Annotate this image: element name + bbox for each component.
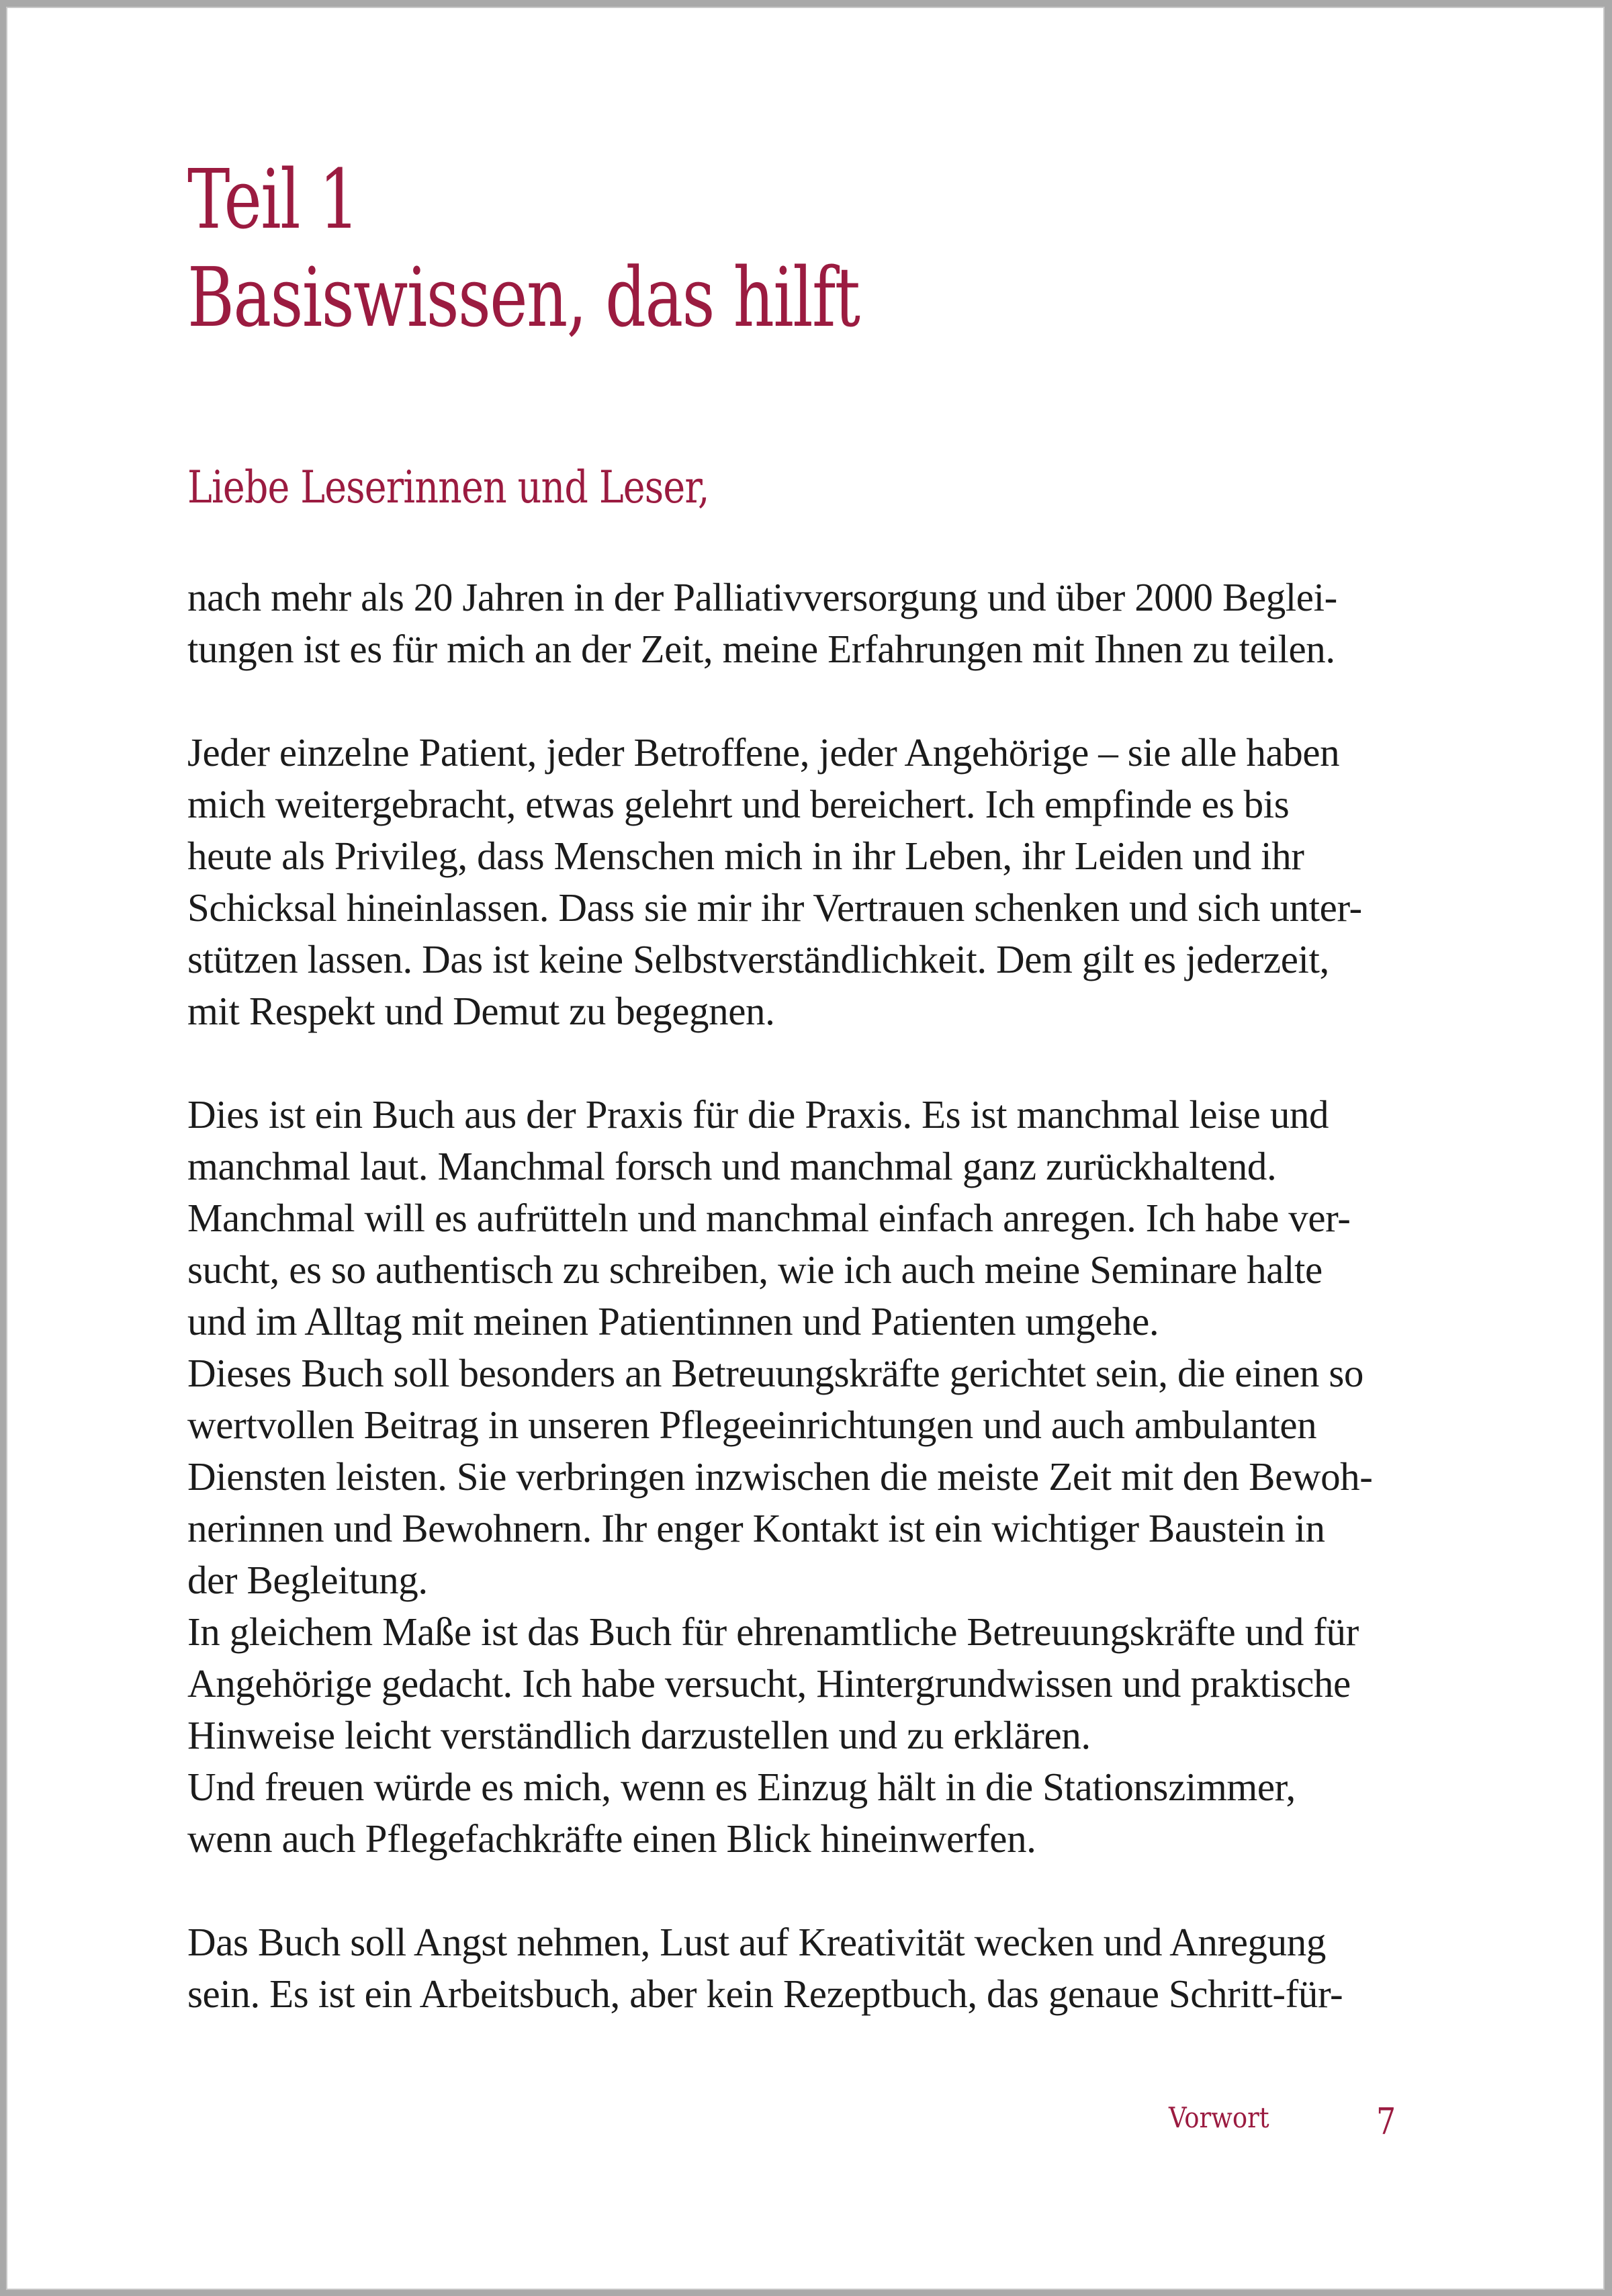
page-number: 7 xyxy=(1376,2101,1396,2143)
paragraph-line: Das Buch soll Angst nehmen, Lust auf Kreativität wecken und Anregung xyxy=(187,1920,1326,1965)
paragraph-line: In gleichem Maße ist das Buch für ehrenamtliche Betreuungskräfte und für xyxy=(187,1609,1359,1654)
paragraph-line: und im Alltag mit meinen Patientinnen und Patienten umgehe. xyxy=(187,1299,1159,1344)
paragraph-line: nach mehr als 20 Jahren in der Palliativversorgung und über 2000 Beglei- xyxy=(187,575,1337,620)
paragraph-line: der Begleitung. xyxy=(187,1558,428,1603)
salutation-heading: Liebe Leserinnen und Leser, xyxy=(187,461,709,513)
paragraph-line: stützen lassen. Das ist keine Selbstverständlichkeit. Dem gilt es jederzeit, xyxy=(187,937,1329,982)
paragraph-line: Dieses Buch soll besonders an Betreuungskräfte gerichtet sein, die einen so xyxy=(187,1351,1363,1396)
paragraph-line: heute als Privileg, dass Menschen mich in ihr Leben, ihr Leiden und ihr xyxy=(187,834,1304,879)
paragraph-line: Manchmal will es aufrütteln und manchmal einfach anregen. Ich habe ver- xyxy=(187,1196,1351,1241)
paragraph-line: Diensten leisten. Sie verbringen inzwischen die meiste Zeit mit den Bewoh- xyxy=(187,1454,1373,1499)
paragraph-line: sucht, es so authentisch zu schreiben, wie ich auch meine Seminare halte xyxy=(187,1247,1323,1292)
part-title-heading: Basiswissen, das hilft xyxy=(187,250,860,345)
paragraph-line: nerinnen und Bewohnern. Ihr enger Kontakt ist ein wichtiger Baustein in xyxy=(187,1506,1325,1551)
paragraph-line: tungen ist es für mich an der Zeit, meine Erfahrungen mit Ihnen zu teilen. xyxy=(187,627,1335,672)
paragraph-line: mit Respekt und Demut zu begegnen. xyxy=(187,989,775,1034)
paragraph-line: Jeder einzelne Patient, jeder Betroffene, jeder Angehörige – sie alle haben xyxy=(187,730,1340,775)
part-number-heading: Teil 1 xyxy=(187,152,359,247)
paragraph-line: wenn auch Pflegefachkräfte einen Blick hineinwerfen. xyxy=(187,1816,1036,1861)
paragraph-line: wertvollen Beitrag in unseren Pflegeeinrichtungen und auch ambulanten xyxy=(187,1403,1317,1448)
paragraph-line: Schicksal hineinlassen. Dass sie mir ihr Vertrauen schenken und sich unter- xyxy=(187,885,1362,930)
paragraph-line: Angehörige gedacht. Ich habe versucht, Hintergrundwissen und praktische xyxy=(187,1661,1351,1706)
paragraph-line: Hinweise leicht verständlich darzustellen und zu erklären. xyxy=(187,1713,1091,1758)
paragraph-line: mich weitergebracht, etwas gelehrt und bereichert. Ich empfinde es bis xyxy=(187,782,1290,827)
paragraph-line: Und freuen würde es mich, wenn es Einzug hält in die Stationszimmer, xyxy=(187,1765,1296,1810)
paragraph-line: sein. Es ist ein Arbeitsbuch, aber kein Rezeptbuch, das genaue Schritt-für- xyxy=(187,1972,1343,2017)
book-page xyxy=(6,7,1605,2290)
paragraph-line: manchmal laut. Manchmal forsch und manchmal ganz zurückhaltend. xyxy=(187,1144,1277,1189)
paragraph-line: Dies ist ein Buch aus der Praxis für die Praxis. Es ist manchmal leise und xyxy=(187,1092,1329,1137)
running-footer-section: Vorwort xyxy=(1169,2101,1269,2134)
